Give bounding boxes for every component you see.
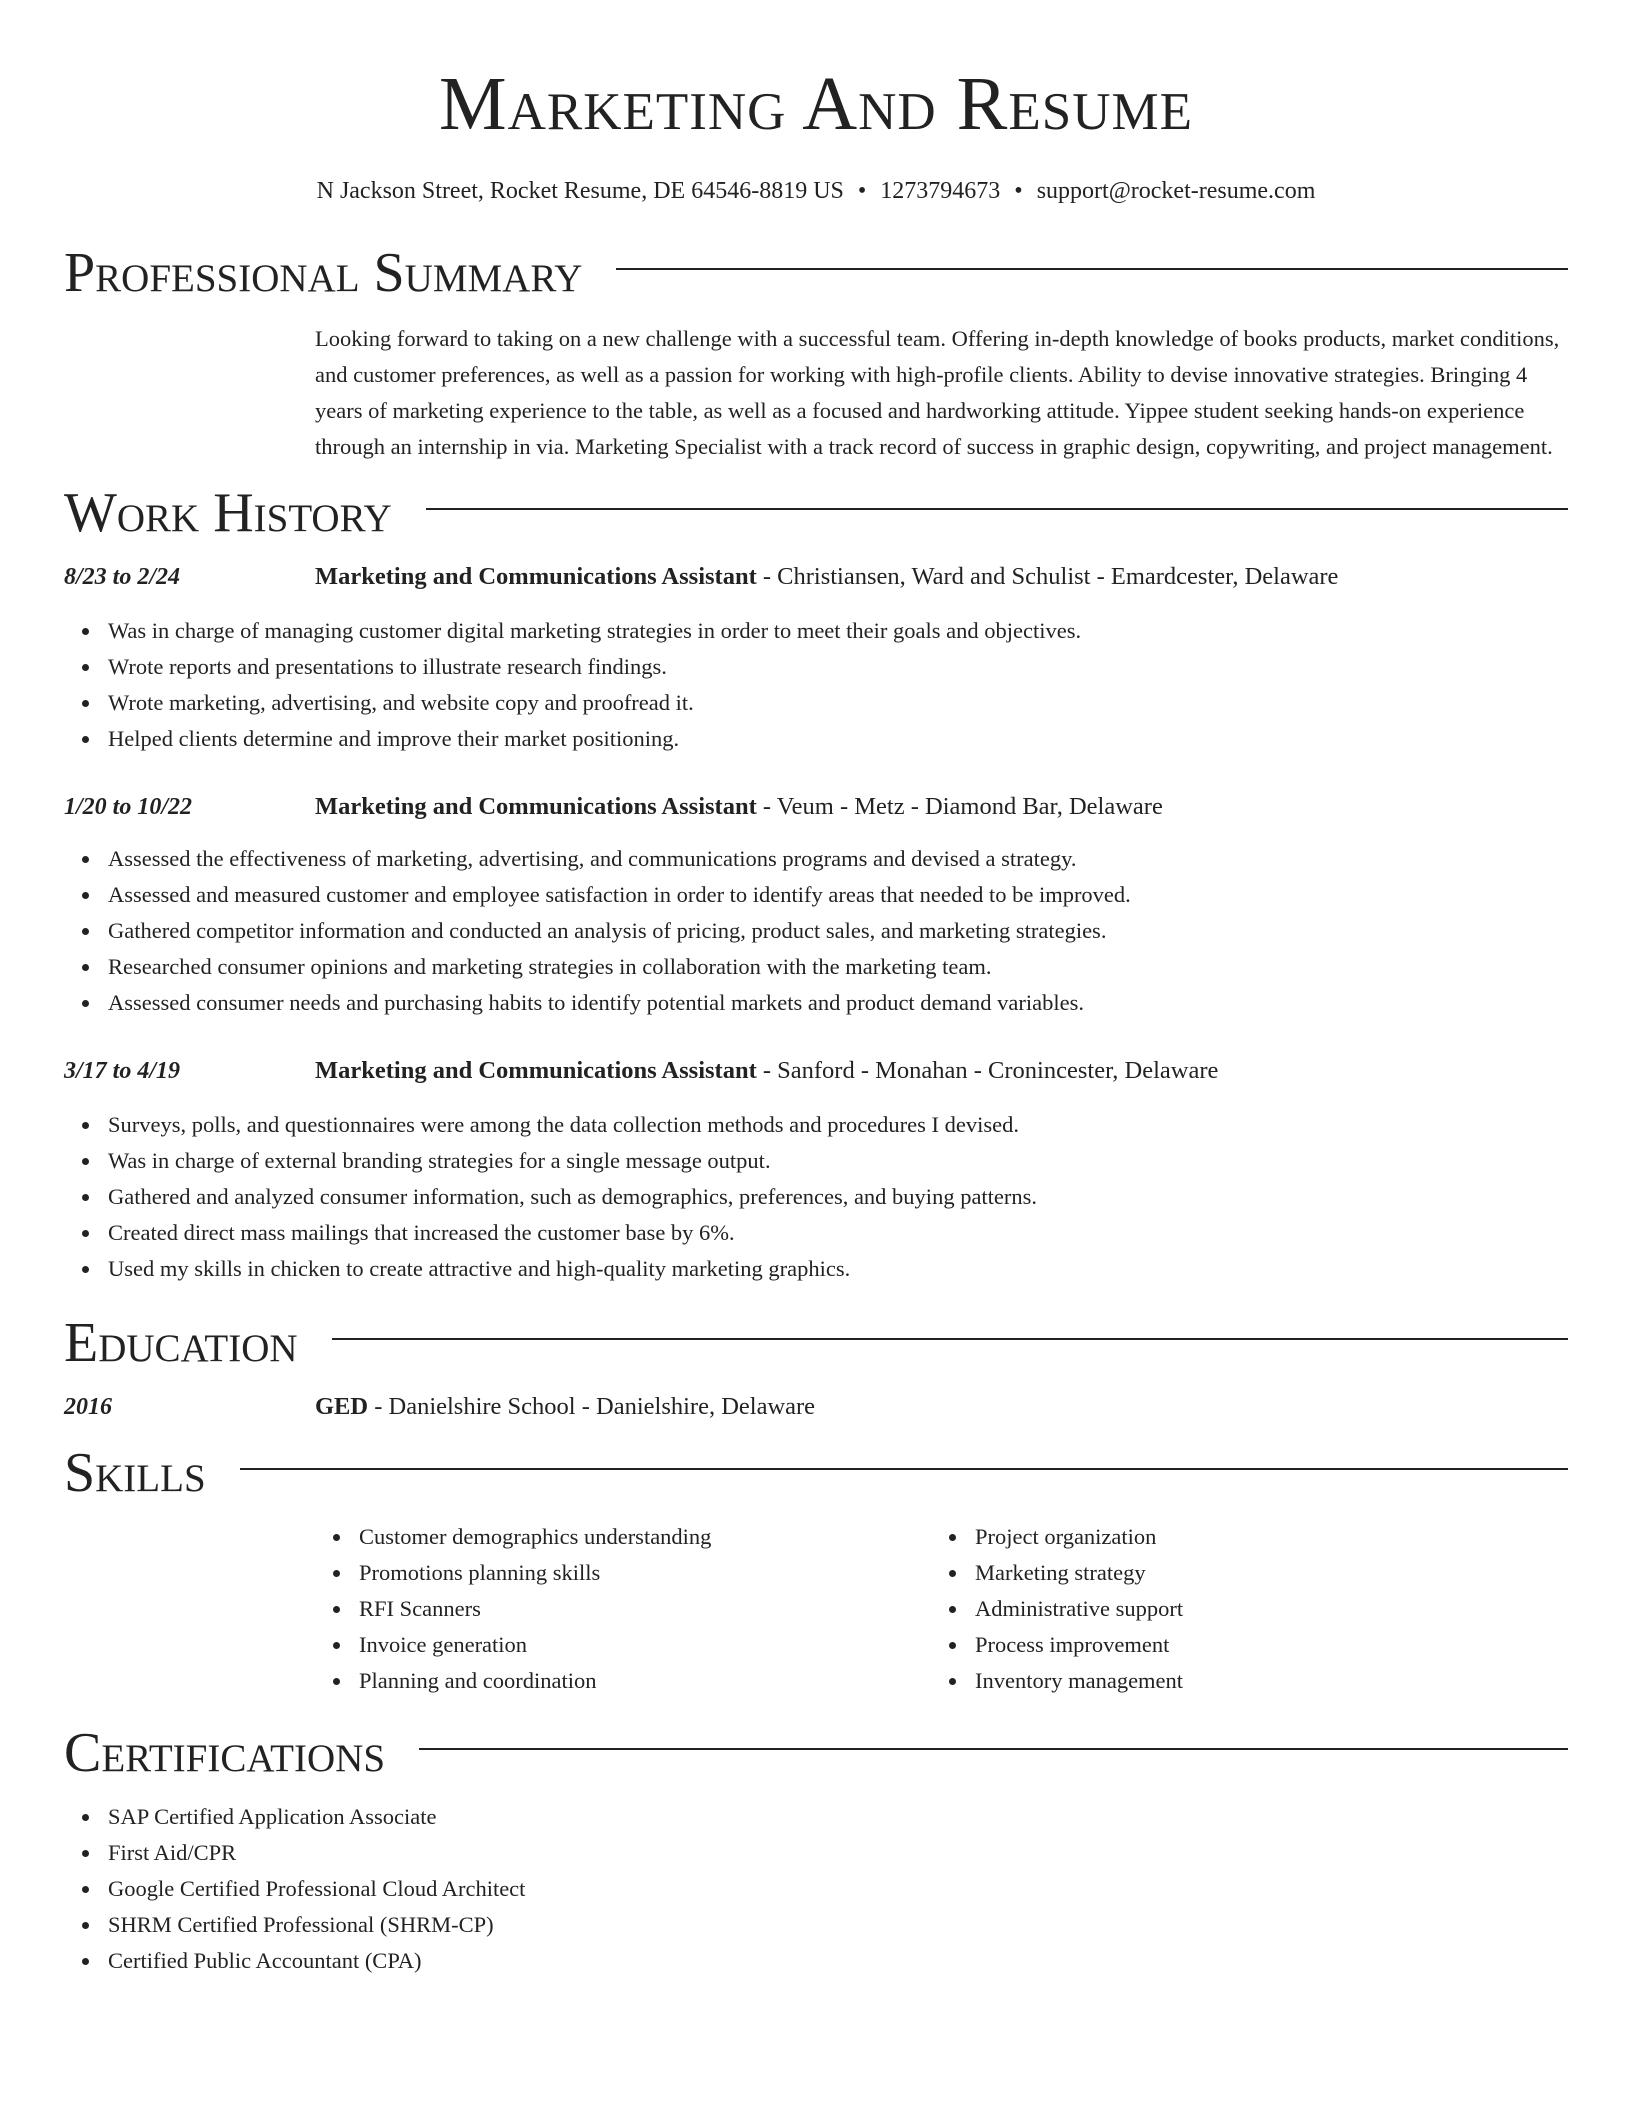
work-section-title: Work History bbox=[64, 482, 392, 544]
certifications-section-header bbox=[64, 1721, 1568, 1785]
job-title-line bbox=[315, 1053, 1218, 1089]
job-entry bbox=[64, 1053, 1568, 1287]
job-bullet: Assessed and measured customer and employee satisfaction in order to identify areas that needed to be improved. bbox=[108, 877, 1568, 913]
certification-item: SHRM Certified Professional (SHRM-CP) bbox=[108, 1907, 1568, 1943]
education-section-header bbox=[64, 1311, 1568, 1375]
certification-item: Certified Public Accountant (CPA) bbox=[108, 1943, 1568, 1979]
education-entry bbox=[64, 1389, 1568, 1425]
certification-item: SAP Certified Application Associate bbox=[108, 1799, 1568, 1835]
job-role: Marketing and Communications Assistant bbox=[315, 1057, 757, 1084]
job-bullet: Created direct mass mailings that increased the customer base by 6%. bbox=[108, 1215, 1568, 1251]
job-title-line bbox=[315, 559, 1338, 595]
skills-section-header bbox=[64, 1441, 1568, 1505]
contact-separator: • bbox=[857, 178, 867, 204]
skill-item: Planning and coordination bbox=[359, 1663, 931, 1699]
section-divider bbox=[616, 268, 1568, 270]
contact-phone: 1273794673 bbox=[880, 178, 1001, 204]
job-header bbox=[64, 1053, 1568, 1089]
section-divider bbox=[426, 508, 1568, 510]
job-role: Marketing and Communications Assistant bbox=[315, 793, 757, 820]
summary-section-title: Professional Summary bbox=[64, 242, 583, 304]
contact-email: support@rocket-resume.com bbox=[1036, 178, 1316, 204]
certification-item: First Aid/CPR bbox=[108, 1835, 1568, 1871]
certifications-section-title: Certifications bbox=[64, 1722, 386, 1784]
skill-item: Inventory management bbox=[975, 1663, 1547, 1699]
skill-item: Administrative support bbox=[975, 1591, 1547, 1627]
job-title-line bbox=[315, 789, 1163, 825]
skill-item: Marketing strategy bbox=[975, 1555, 1547, 1591]
summary-body bbox=[315, 321, 1568, 465]
section-divider bbox=[419, 1748, 1568, 1750]
education-section-title: Education bbox=[64, 1312, 298, 1374]
job-employer-location: - Christiansen, Ward and Schulist - Emardcester, Delaware bbox=[756, 563, 1339, 590]
job-bullet: Surveys, polls, and questionnaires were among the data collection methods and procedures I devised. bbox=[108, 1107, 1568, 1143]
job-bullet: Helped clients determine and improve their market positioning. bbox=[108, 721, 1568, 757]
job-bullet: Researched consumer opinions and marketing strategies in collaboration with the marketing team. bbox=[108, 949, 1568, 985]
section-divider bbox=[332, 1338, 1568, 1340]
job-bullet: Gathered and analyzed consumer information, such as demographics, preferences, and buying patterns. bbox=[108, 1179, 1568, 1215]
job-bullet: Wrote marketing, advertising, and website copy and proofread it. bbox=[108, 685, 1568, 721]
job-bullets bbox=[64, 841, 1568, 1021]
certifications-list bbox=[64, 1799, 1568, 1979]
job-header bbox=[64, 789, 1568, 825]
job-bullets bbox=[64, 1107, 1568, 1287]
contact-address: N Jackson Street, Rocket Resume, DE 64546-8819 US bbox=[316, 178, 844, 204]
skill-item: Project organization bbox=[975, 1519, 1547, 1555]
job-bullet: Was in charge of managing customer digital marketing strategies in order to meet their goals and objectives. bbox=[108, 613, 1568, 649]
education-degree: GED bbox=[315, 1393, 369, 1420]
contact-separator: • bbox=[1014, 178, 1023, 204]
job-bullet: Assessed consumer needs and purchasing habits to identify potential markets and product demand variables. bbox=[108, 985, 1568, 1021]
education-year: 2016 bbox=[64, 1394, 112, 1420]
job-dates: 8/23 to 2/24 bbox=[64, 564, 181, 590]
job-bullet: Used my skills in chicken to create attractive and high-quality marketing graphics. bbox=[108, 1251, 1568, 1287]
job-role: Marketing and Communications Assistant bbox=[315, 563, 757, 590]
summary-text: Looking forward to taking on a new challenge with a successful team. Offering in-depth knowledge of books products, market conditions, and customer preferences, as well as a passion for working with high-profile clients. Ability to devise innovative strategies. Bringing 4 years of marketing experience to the table, as well as a focused and hardworking attitude. Yippee student seeking hands-on experience through an internship in via. Marketing Specialist with a track record of success in graphic design, copywriting, and project management. bbox=[315, 326, 1560, 459]
skills-left-list bbox=[315, 1519, 931, 1699]
job-employer-location: - Sanford - Monahan - Cronincester, Delaware bbox=[756, 1057, 1219, 1084]
skills-right-list bbox=[931, 1519, 1547, 1699]
job-dates: 3/17 to 4/19 bbox=[64, 1058, 181, 1084]
job-header bbox=[64, 559, 1568, 595]
skills-section-title: Skills bbox=[64, 1442, 206, 1504]
summary-section-header bbox=[64, 241, 1568, 305]
certification-item: Google Certified Professional Cloud Architect bbox=[108, 1871, 1568, 1907]
work-section-header bbox=[64, 481, 1568, 545]
skill-item: Promotions planning skills bbox=[359, 1555, 931, 1591]
skill-item: Process improvement bbox=[975, 1627, 1547, 1663]
job-entry bbox=[64, 559, 1568, 757]
resume-name: Marketing And Resume bbox=[439, 62, 1193, 146]
job-entry bbox=[64, 789, 1568, 1021]
skill-item: RFI Scanners bbox=[359, 1591, 931, 1627]
skills-columns bbox=[315, 1519, 1568, 1699]
job-dates: 1/20 to 10/22 bbox=[64, 794, 193, 820]
education-line bbox=[315, 1389, 815, 1425]
education-school-location: - Danielshire School - Danielshire, Delaware bbox=[368, 1393, 816, 1420]
section-divider bbox=[240, 1468, 1568, 1470]
job-bullets bbox=[64, 613, 1568, 757]
job-employer-location: - Veum - Metz - Diamond Bar, Delaware bbox=[756, 793, 1163, 820]
job-bullet: Wrote reports and presentations to illustrate research findings. bbox=[108, 649, 1568, 685]
job-bullet: Assessed the effectiveness of marketing, advertising, and communications programs and devised a strategy. bbox=[108, 841, 1568, 877]
job-bullet: Gathered competitor information and conducted an analysis of pricing, product sales, and marketing strategies. bbox=[108, 913, 1568, 949]
skill-item: Invoice generation bbox=[359, 1627, 931, 1663]
job-bullet: Was in charge of external branding strategies for a single message output. bbox=[108, 1143, 1568, 1179]
contact-line bbox=[64, 175, 1568, 207]
skill-item: Customer demographics understanding bbox=[359, 1519, 931, 1555]
